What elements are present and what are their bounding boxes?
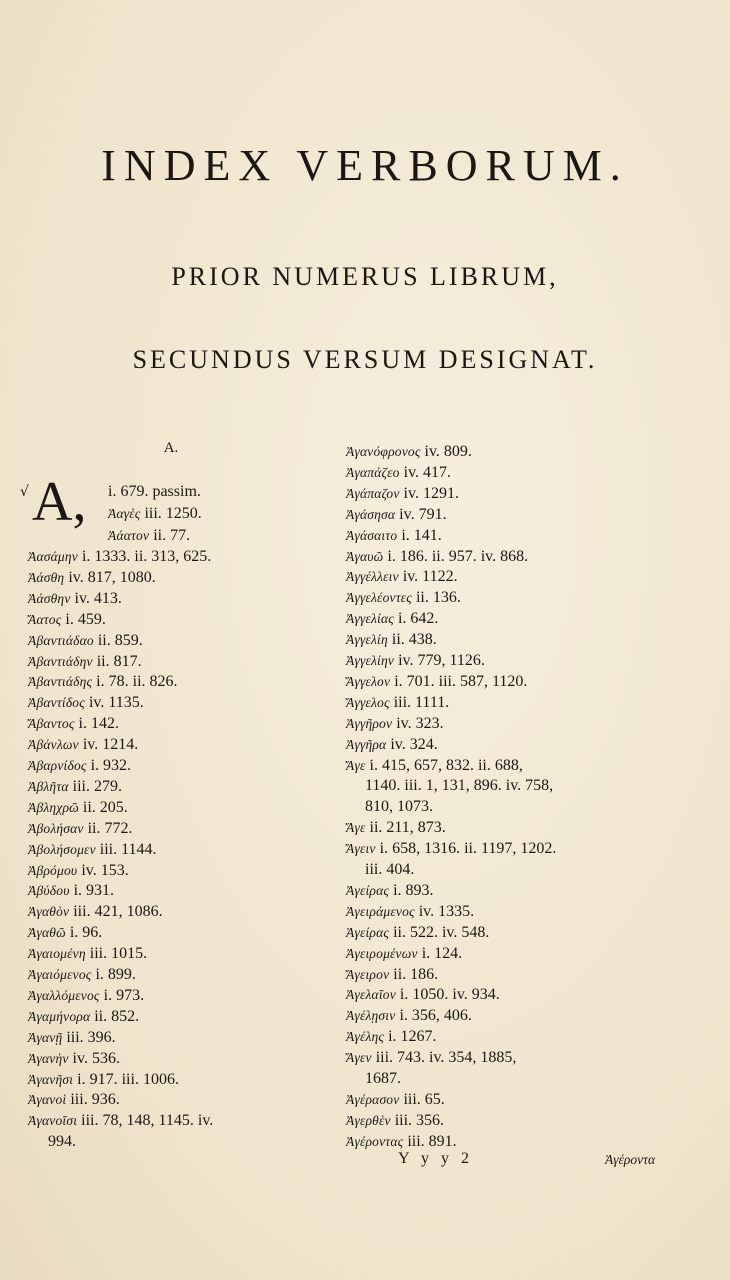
page-title: INDEX VERBORUM. — [101, 141, 629, 190]
index-entry — [28, 986, 144, 1006]
entry-headword: Ἀγγελίας — [346, 611, 394, 627]
index-entry — [28, 902, 163, 922]
entry-headword: Ἀγάσαιτο — [346, 527, 398, 543]
entry-reference: iii. 65. — [403, 1090, 445, 1108]
entry-headword: Ἀγάσησα — [346, 506, 396, 522]
entry-headword: Ἀβληχρῶ — [28, 799, 79, 815]
entry-reference: ii. 522. iv. 548. — [393, 923, 490, 941]
entry-headword: Ἀάατον — [108, 528, 150, 543]
entry-reference: ii. 186. — [393, 965, 439, 983]
entry-headword: Ἀγανοὶ — [28, 1092, 67, 1108]
index-entry — [346, 672, 527, 692]
entry-reference: i. 973. — [103, 986, 145, 1004]
index-entry — [346, 526, 442, 546]
index-entry — [346, 923, 489, 943]
entry-headword: Ἀαγὲς — [108, 506, 141, 521]
entry-headword: Ἀγγῆρον — [346, 715, 393, 731]
entry-headword: Ἀβύδου — [28, 883, 70, 899]
entry-reference: i. 642. — [397, 610, 439, 628]
entry-reference: 810, 1073. — [365, 798, 433, 816]
entry-reference: i. 1333. ii. 313, 625. — [81, 548, 212, 565]
entry-headword: Ἀγγελίην — [346, 653, 395, 668]
initial-letter: A, — [32, 471, 87, 533]
index-entry — [28, 568, 156, 588]
entry-reference: i. 1050. iv. 934. — [399, 986, 500, 1004]
entry-headword: Ἄβαντος — [28, 716, 75, 732]
index-entry — [346, 693, 449, 713]
index-entry — [346, 1027, 437, 1047]
entry-reference: ii. 211, 873. — [369, 819, 446, 837]
entry-headword: Ἀβολήσαν — [28, 820, 84, 836]
index-entry — [346, 881, 434, 901]
index-entry — [346, 1090, 445, 1110]
index-entry — [346, 1048, 516, 1068]
entry-reference: iv. 1291. — [403, 484, 459, 502]
entry-reference: i. 658, 1316. ii. 1197, 1202. — [379, 840, 557, 858]
entry-headword: Ἀγαθῶ — [28, 925, 66, 941]
entry-reference: ii. 136. — [415, 589, 461, 607]
entry-reference: i. 186. ii. 957. iv. 868. — [387, 547, 529, 565]
index-entry — [28, 672, 178, 692]
entry-reference: i. 931. — [73, 882, 115, 900]
index-entry — [28, 798, 128, 818]
entry-headword: Ἀβαρνίδος — [28, 758, 87, 773]
entry-reference: iii. 356. — [394, 1111, 445, 1129]
entry-reference: i. 679. passim. — [108, 483, 201, 500]
entry-reference: iv. 323. — [396, 714, 444, 732]
entry-reference: i. 459. — [65, 610, 106, 628]
index-entry — [346, 944, 462, 964]
entry-headword: Ἀγανόφρονος — [346, 444, 421, 459]
index-entry — [108, 482, 201, 502]
entry-reference: iv. 413. — [74, 589, 122, 607]
entry-headword: Ἄγειρον — [346, 966, 390, 982]
entry-reference: ii. 205. — [82, 798, 128, 816]
entry-reference: iv. 809. — [424, 443, 472, 460]
entry-headword: Ἀβλῆτα — [28, 778, 69, 794]
index-entry — [28, 1070, 179, 1090]
entry-reference: i. 78. ii. 826. — [96, 673, 178, 691]
entry-headword: Ἄγε — [346, 820, 366, 836]
entry-headword: Ἀγέλῃσιν — [346, 1008, 396, 1024]
entry-headword: Ἀβάνλων — [28, 737, 79, 753]
entry-reference: iv. 1122. — [402, 568, 458, 586]
index-entry — [346, 1132, 457, 1152]
entry-headword: Ἀγαμήνορα — [28, 1008, 91, 1024]
entry-headword: Ἀβολήσομεν — [28, 841, 96, 857]
entry-headword: Ἄγγελον — [346, 673, 391, 689]
entry-reference: i. 142. — [78, 715, 119, 733]
index-entry — [48, 1132, 76, 1152]
entry-headword: Ἀβαντιάδην — [28, 653, 93, 669]
entry-headword: Ἀβρόμου — [28, 862, 78, 878]
index-entry — [28, 1090, 120, 1110]
index-entry — [28, 840, 157, 860]
entry-headword: Ἀγαιόμενος — [28, 967, 92, 982]
entry-reference: iv. 1135. — [88, 694, 144, 712]
index-entry — [346, 630, 437, 650]
entry-reference: iii. 1015. — [89, 945, 148, 963]
entry-reference: ii. 859. — [97, 631, 143, 649]
index-entry — [346, 965, 438, 985]
entry-reference: i. 356, 406. — [399, 1007, 472, 1025]
entry-reference: iv. 153. — [81, 861, 129, 879]
index-entry — [108, 504, 202, 524]
index-entry — [28, 693, 144, 713]
entry-headword: Ἀγέρασον — [346, 1091, 400, 1107]
subtitle-line-1: PRIOR NUMERUS LIBRUM, — [171, 262, 559, 291]
index-entry — [28, 777, 122, 797]
entry-reference: iv. 817, 1080. — [68, 568, 156, 586]
entry-reference: iv. 324. — [390, 735, 438, 753]
entry-headword: Ἀγαπάζεο — [346, 464, 400, 480]
index-entry — [28, 819, 133, 839]
index-entry — [346, 839, 556, 859]
entry-reference: iii. 404. — [365, 861, 415, 878]
margin-mark: √ — [20, 484, 29, 500]
entry-reference: i. 124. — [421, 944, 463, 962]
entry-headword: Ἀγελαῖον — [346, 987, 396, 1003]
entry-reference: i. 141. — [401, 526, 442, 544]
entry-reference: i. 701. iii. 587, 1120. — [394, 672, 528, 690]
entry-reference: 1687. — [365, 1070, 401, 1087]
entry-reference: i. 96. — [69, 924, 103, 942]
entry-reference: iii. 421, 1086. — [73, 903, 163, 921]
entry-reference: iii. 1144. — [99, 840, 157, 858]
index-entry — [346, 484, 459, 504]
entry-headword: Ἀασάμην — [28, 549, 78, 564]
entry-headword: Ἀγανῇ — [28, 1029, 63, 1045]
entry-reference: iv. 536. — [72, 1049, 120, 1067]
index-entry — [346, 985, 500, 1005]
entry-reference: i. 893. — [393, 881, 434, 899]
index-entry — [346, 442, 472, 462]
entry-headword: Ἀβαντίδος — [28, 695, 85, 711]
entry-reference: ii. 438. — [391, 631, 437, 649]
entry-headword: Ἀγάπαζον — [346, 485, 400, 501]
index-entry — [108, 526, 190, 546]
entry-reference: i. 899. — [95, 966, 136, 983]
index-entry — [28, 714, 119, 734]
entry-reference: i. 415, 657, 832. ii. 688, — [369, 756, 523, 774]
entry-reference: iv. 1335. — [418, 902, 475, 920]
entry-headword: Ἄατος — [28, 611, 62, 627]
index-entry — [346, 588, 461, 608]
entry-headword: Ἀγγελίη — [346, 632, 388, 648]
entry-headword: Ἀβαντιάδαο — [28, 632, 94, 648]
index-entry — [346, 714, 444, 734]
index-entry — [346, 651, 485, 671]
index-entry — [346, 609, 438, 629]
entry-headword: Ἀγείρας — [346, 924, 390, 940]
entry-headword: Ἄγειν — [346, 841, 376, 857]
entry-headword: Ἀάσθην — [28, 590, 71, 606]
index-entry — [28, 610, 106, 630]
entry-headword: Ἀάσθη — [28, 569, 65, 585]
index-entry — [28, 944, 147, 964]
index-entry — [346, 902, 474, 922]
index-entry — [365, 797, 433, 817]
entry-headword: Ἀγαλλόμενος — [28, 987, 100, 1003]
index-entry — [28, 861, 129, 881]
index-entry — [346, 567, 458, 587]
entry-reference: ii. 77. — [153, 527, 191, 544]
index-entry — [346, 1006, 472, 1026]
index-entry — [346, 735, 438, 755]
index-entry — [28, 756, 131, 776]
entry-reference: iv. 1214. — [82, 736, 139, 754]
entry-headword: Ἀγανὴν — [28, 1050, 69, 1066]
entry-reference: ii. 772. — [87, 819, 133, 837]
catchword: Ἀγέροντα — [605, 1152, 656, 1167]
index-entry — [28, 881, 114, 901]
entry-headword: Ἀβαντιάδης — [28, 674, 93, 690]
entry-reference: iii. 396. — [66, 1028, 116, 1046]
index-entry — [28, 1049, 120, 1069]
index-entry — [28, 1028, 116, 1048]
entry-headword: Ἀγανοῖσι — [28, 1113, 78, 1129]
index-entry — [28, 923, 102, 943]
index-entry — [28, 589, 122, 609]
index-entry — [28, 1007, 139, 1027]
index-entry — [346, 818, 446, 838]
entry-headword: Ἀγέροντας — [346, 1133, 404, 1149]
index-entry — [28, 735, 138, 755]
entry-headword: Ἀγειρομένων — [346, 945, 418, 961]
entry-reference: iii. 1250. — [144, 505, 202, 522]
signature-mark: Y y y 2 — [398, 1150, 473, 1167]
subtitle-line-2: SECUNDUS VERSUM DESIGNAT. — [132, 345, 598, 374]
entry-reference: ii. 852. — [94, 1007, 140, 1025]
entry-headword: Ἀγαθὸν — [28, 904, 70, 920]
index-entry — [346, 1111, 444, 1131]
section-letter: A. — [163, 440, 179, 456]
entry-headword: Ἀγαιομένη — [28, 946, 86, 962]
index-entry — [365, 1069, 401, 1089]
entry-reference: iii. 936. — [70, 1091, 120, 1109]
entry-reference: i. 932. — [90, 757, 132, 774]
index-entry — [28, 965, 136, 985]
index-entry — [346, 505, 447, 525]
entry-reference: 994. — [48, 1133, 76, 1151]
index-entry — [28, 1111, 213, 1131]
entry-headword: Ἄγεν — [346, 1050, 372, 1066]
entry-reference: iii. 78, 148, 1145. iv. — [81, 1112, 214, 1130]
entry-headword: Ἀγανῆσι — [28, 1071, 74, 1087]
entry-reference: iii. 279. — [72, 777, 122, 795]
entry-headword: Ἀγείρας — [346, 882, 390, 898]
index-entry — [346, 756, 523, 776]
entry-headword: Ἄγγελος — [346, 694, 390, 710]
entry-headword: Ἀγγῆρα — [346, 736, 387, 752]
entry-headword: Ἀγειράμενος — [346, 903, 415, 919]
entry-reference: iii. 743. iv. 354, 1885, — [375, 1049, 517, 1067]
index-entry — [365, 860, 414, 880]
entry-headword: Ἄγε — [346, 757, 366, 773]
entry-reference: iv. 791. — [399, 505, 447, 523]
entry-reference: ii. 817. — [96, 652, 142, 670]
index-entry — [346, 463, 451, 483]
entry-reference: iii. 1111. — [393, 693, 450, 711]
entry-headword: Ἀγέλης — [346, 1029, 385, 1045]
index-entry — [365, 776, 553, 796]
entry-headword: Ἀγγέλλειν — [346, 569, 399, 585]
index-entry — [28, 631, 143, 651]
entry-reference: i. 917. iii. 1006. — [77, 1070, 179, 1088]
entry-headword: Ἀγγελέοντες — [346, 590, 412, 606]
entry-reference: iv. 779, 1126. — [398, 652, 485, 669]
index-entry — [28, 547, 211, 567]
entry-reference: i. 1267. — [388, 1028, 437, 1046]
index-entry — [28, 652, 142, 672]
entry-reference: iii. 891. — [407, 1132, 457, 1150]
entry-reference: iv. 417. — [403, 463, 452, 481]
entry-headword: Ἀγαυῶ — [346, 548, 384, 564]
entry-headword: Ἀγερθὲν — [346, 1112, 391, 1128]
index-entry — [346, 547, 528, 567]
entry-reference: 1140. iii. 1, 131, 896. iv. 758, — [365, 777, 554, 795]
